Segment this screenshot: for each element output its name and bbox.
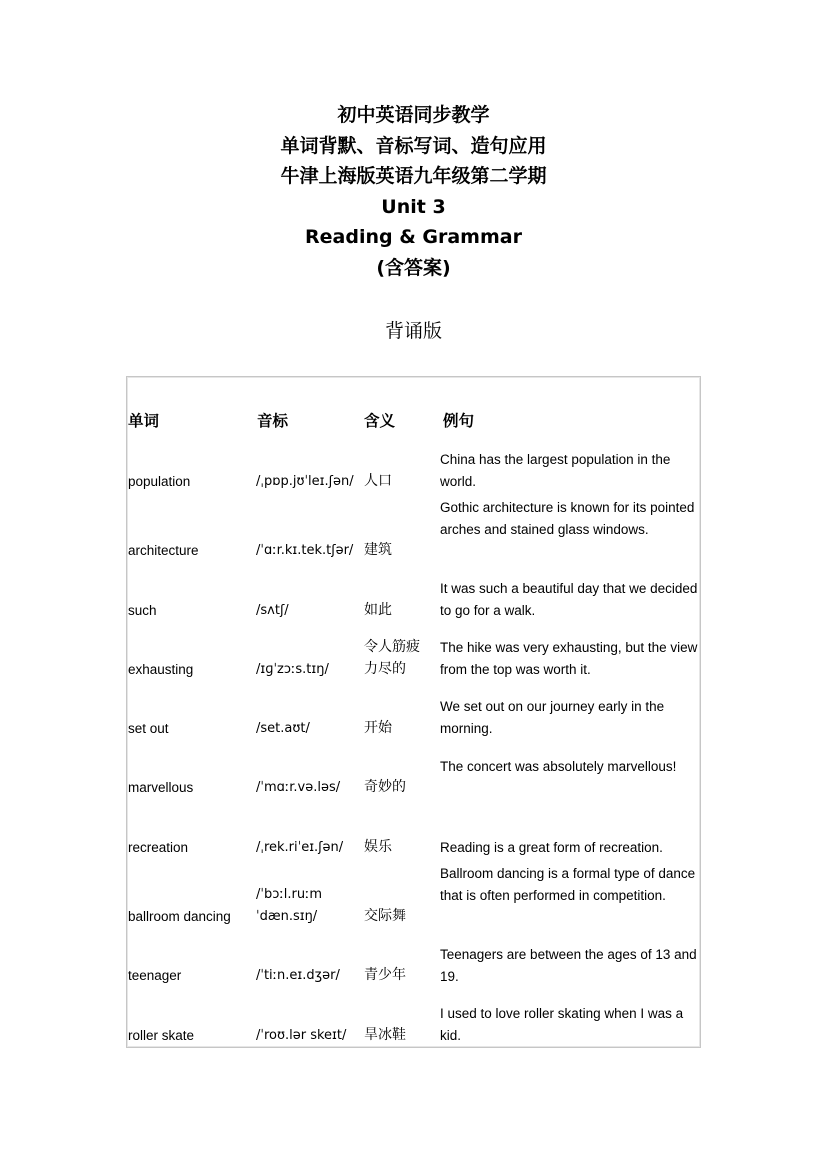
row-meaning: 奇妙的 [364, 779, 406, 795]
row-ipa: /ɪɡˈzɔːs.tɪŋ/ [256, 662, 329, 677]
row-sentence: Gothic architecture is known for its pointed arches and stained glass windows. [440, 500, 695, 537]
header-word: 单词 [128, 412, 160, 430]
document-title-block [0, 100, 827, 283]
row-ipa: /ˈmɑːr.və.ləs/ [256, 780, 341, 795]
row-ipa: /ˈɑːr.kɪ.tek.tʃər/ [256, 543, 354, 558]
row-sentence: I used to love roller skating when I was a kid. [440, 1006, 684, 1043]
row-word: set out [128, 721, 169, 736]
row-ipa: /ˈbɔːl.ruːm ˈdæn.sɪŋ/ [256, 887, 323, 924]
row-word: teenager [128, 968, 182, 983]
header-ipa: 音标 [257, 412, 289, 430]
row-meaning: 青少年 [364, 967, 406, 983]
row-word: population [128, 474, 191, 489]
row-sentence: The hike was very exhausting, but the view from the top was worth it. [440, 640, 698, 677]
title-line-4: Unit 3 [381, 195, 446, 218]
row-ipa: /ˈtiːn.eɪ.dʒər/ [256, 968, 340, 983]
row-meaning: 开始 [364, 720, 392, 736]
row-word: such [128, 603, 157, 618]
row-meaning: 令人筋疲力尽的 [364, 639, 420, 677]
row-ipa: /ˌpɒp.jʊˈleɪ.ʃən/ [256, 474, 354, 489]
title-line-3: 牛津上海版英语九年级第二学期 [280, 165, 547, 187]
row-sentence: Teenagers are between the ages of 13 and 19. [440, 947, 697, 984]
row-ipa: /ˌrek.riˈeɪ.ʃən/ [256, 840, 344, 855]
header-sentence: 例句 [443, 412, 475, 430]
title-line-5: Reading & Grammar [305, 226, 522, 248]
title-line-6: (含答案) [376, 256, 451, 279]
row-meaning: 建筑 [364, 542, 392, 558]
version-subtitle: 背诵版 [384, 320, 442, 342]
row-meaning: 交际舞 [364, 908, 406, 924]
header-meaning: 含义 [364, 412, 396, 430]
row-word: marvellous [128, 780, 194, 795]
row-sentence: The concert was absolutely marvellous! [440, 759, 677, 774]
row-sentence: Reading is a great form of recreation. [440, 840, 663, 855]
row-ipa: /sʌtʃ/ [256, 603, 289, 618]
row-sentence: It was such a beautiful day that we decided to go for a walk. [440, 581, 698, 618]
row-ipa: /ˈroʊ.lər skeɪt/ [256, 1028, 347, 1043]
row-word: exhausting [128, 662, 194, 677]
row-sentence: Ballroom dancing is a formal type of dance that is often performed in competition. [440, 866, 696, 903]
title-line-1: 初中英语同步教学 [337, 104, 490, 126]
row-word: architecture [128, 543, 199, 558]
row-word: ballroom dancing [128, 909, 231, 924]
row-meaning: 如此 [364, 602, 392, 618]
row-sentence: We set out on our journey early in the morning. [440, 699, 665, 736]
row-word: roller skate [128, 1028, 195, 1043]
row-ipa: /set.aʊt/ [256, 721, 310, 736]
row-meaning: 旱冰鞋 [364, 1027, 406, 1043]
row-meaning: 人口 [364, 473, 392, 489]
row-meaning: 娱乐 [364, 839, 392, 855]
row-sentence: China has the largest population in the world. [440, 452, 671, 489]
title-line-2: 单词背默、音标写词、造句应用 [280, 134, 547, 157]
row-word: recreation [128, 840, 189, 855]
